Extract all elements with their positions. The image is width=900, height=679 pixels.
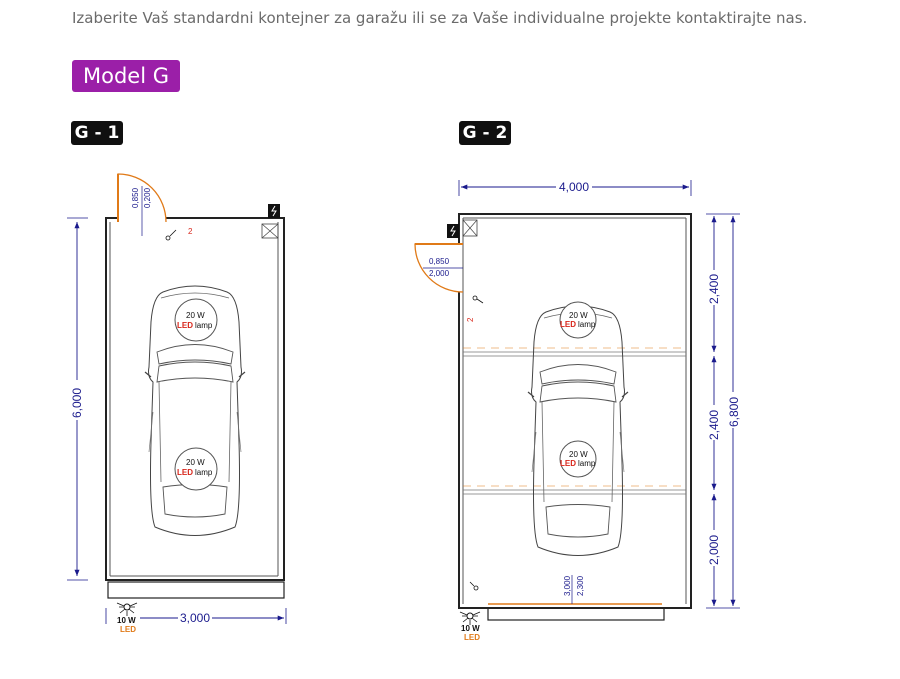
g2-length-dim: 6,800 — [727, 396, 741, 427]
g2-switch-icon — [473, 296, 477, 300]
model-title-badge: Model G — [72, 60, 180, 92]
g1-width-dim: 3,000 — [180, 611, 211, 625]
g1-lamp-1-lamp: lamp — [195, 321, 213, 330]
g2-seg-3-dim: 2,000 — [707, 534, 721, 565]
plan-g2 — [415, 180, 741, 642]
g1-lamp-1-led: LED — [177, 321, 193, 330]
g2-seg-2-dim: 2,400 — [707, 409, 721, 440]
plan-tag-g2: G - 2 — [459, 121, 511, 145]
plan-g1 — [67, 174, 286, 634]
g2-lamp-1-watt: 20 W — [569, 311, 588, 320]
g2-lamp-2-lamp: lamp — [578, 459, 596, 468]
g2-seg-1-dim: 2,400 — [707, 273, 721, 304]
g2-switch-number: 2 — [466, 317, 475, 322]
g2-width-dim: 4,000 — [559, 180, 590, 194]
g1-outdoor-light-icon — [117, 603, 137, 616]
g2-outdoor-light-led: LED — [464, 633, 480, 642]
g2-lamp-2-led: LED — [560, 459, 576, 468]
g1-outdoor-light-watt: 10 W — [117, 616, 136, 625]
g1-outdoor-light-led: LED — [120, 625, 136, 634]
g1-length-dim: 6,000 — [70, 387, 84, 418]
g2-lamp-1-lamp: lamp — [578, 320, 596, 329]
g1-switch-number: 2 — [188, 227, 193, 236]
g2-door-dim-1: 0,850 — [429, 257, 450, 266]
g1-door-dim-1: 0,850 — [131, 187, 140, 208]
g1-lamp-2-watt: 20 W — [186, 458, 205, 467]
g2-lamp-2-watt: 20 W — [569, 450, 588, 459]
g2-car-outline — [528, 306, 628, 556]
g2-outdoor-light-watt: 10 W — [461, 624, 480, 633]
g1-lamp-2-lamp: lamp — [195, 468, 213, 477]
g2-door-dim-2: 2,000 — [429, 269, 450, 278]
g1-lamp-1-icon — [175, 299, 217, 341]
g2-lamp-1-led: LED — [560, 320, 576, 329]
g1-door-dim-2: 0,200 — [143, 187, 152, 208]
intro-text: Izaberite Vaš standardni kontejner za garažu ili se za Vaše individualne projekte kontaktirajte nas. — [72, 9, 808, 27]
g2-gate-dim-1: 3,000 — [563, 575, 572, 596]
g1-lamp-1-watt: 20 W — [186, 311, 205, 320]
g1-switch-icon — [166, 236, 170, 240]
g2-gate-dim-2: 2,300 — [576, 575, 585, 596]
g1-lamp-2-led: LED — [177, 468, 193, 477]
plan-tag-g1: G - 1 — [71, 121, 123, 145]
